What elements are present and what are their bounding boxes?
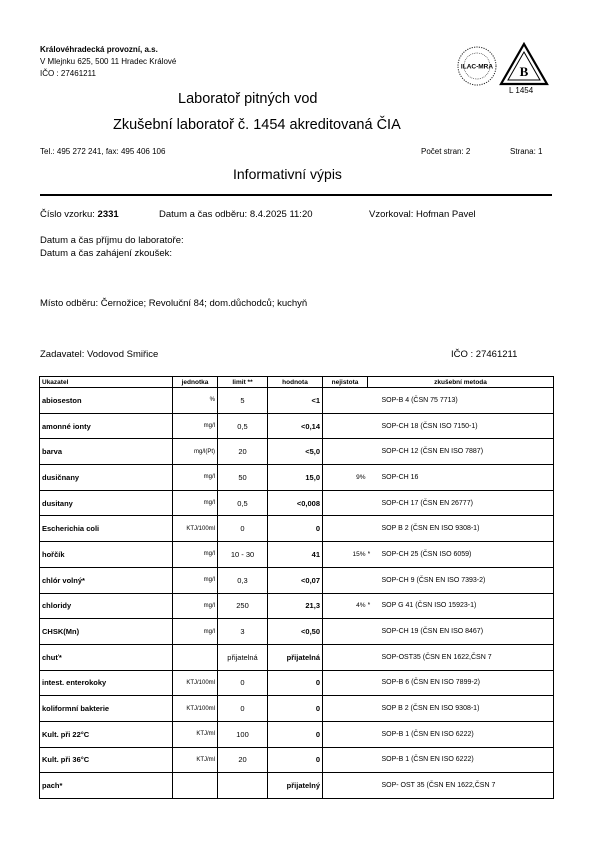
row-param: Kult. při 22°C xyxy=(40,721,173,747)
row-uncertainty xyxy=(323,721,368,747)
sampling-place: Místo odběru: Černožice; Revoluční 84; dom.důchodců; kuchyň xyxy=(40,298,308,309)
row-method: SOP-CH 12 (ČSN EN ISO 7887) xyxy=(380,439,554,465)
table-row xyxy=(40,747,554,773)
row-value: 0 xyxy=(268,696,323,722)
row-limit: 0,5 xyxy=(218,413,268,439)
header-uncertainty: nejistota xyxy=(323,377,368,388)
row-value: 15,0 xyxy=(268,465,323,491)
org-name: Královéhradecká provozní, a.s. xyxy=(40,45,158,54)
row-param: intest. enterokoky xyxy=(40,670,173,696)
row-value: 0 xyxy=(268,721,323,747)
row-uncertainty: 9% xyxy=(323,465,368,491)
header-limit: limit ** xyxy=(218,377,268,388)
row-limit: 5 xyxy=(218,388,268,414)
row-method: SOP-CH 25 (ČSN ISO 6059) xyxy=(380,542,554,568)
row-uncertainty xyxy=(323,773,368,799)
row-marker xyxy=(368,721,380,747)
row-unit: KTJ/ml xyxy=(173,721,218,747)
row-marker xyxy=(368,465,380,491)
row-unit: mg/l xyxy=(173,465,218,491)
row-uncertainty xyxy=(323,516,368,542)
row-marker: * xyxy=(368,593,380,619)
row-limit: 250 xyxy=(218,593,268,619)
row-limit: 0 xyxy=(218,696,268,722)
row-param: hořčík xyxy=(40,542,173,568)
table-row xyxy=(40,388,554,414)
row-marker xyxy=(368,439,380,465)
row-param: CHSK(Mn) xyxy=(40,619,173,645)
row-limit: 3 xyxy=(218,619,268,645)
row-marker xyxy=(368,567,380,593)
row-unit: KTJ/ml xyxy=(173,747,218,773)
table-row xyxy=(40,542,554,568)
cia-accreditation-logo xyxy=(499,42,549,86)
row-unit: KTJ/100ml xyxy=(173,696,218,722)
row-method: SOP-B 1 (ČSN EN ISO 6222) xyxy=(380,721,554,747)
row-param: barva xyxy=(40,439,173,465)
row-marker xyxy=(368,619,380,645)
row-limit: 50 xyxy=(218,465,268,491)
row-param: pach* xyxy=(40,773,173,799)
row-marker xyxy=(368,644,380,670)
results-table xyxy=(39,376,554,799)
row-value: <5,0 xyxy=(268,439,323,465)
row-value: 21,3 xyxy=(268,593,323,619)
table-row xyxy=(40,670,554,696)
phone-fax: Tel.: 495 272 241, fax: 495 406 106 xyxy=(40,147,166,156)
row-marker xyxy=(368,747,380,773)
row-uncertainty xyxy=(323,388,368,414)
row-method: SOP-B 4 (ČSN 75 7713) xyxy=(380,388,554,414)
row-unit: mg/l xyxy=(173,567,218,593)
divider xyxy=(40,194,552,196)
row-uncertainty: 15% xyxy=(323,542,368,568)
table-row xyxy=(40,619,554,645)
table-row xyxy=(40,721,554,747)
row-uncertainty xyxy=(323,619,368,645)
row-param: dusitany xyxy=(40,490,173,516)
row-unit: mg/l xyxy=(173,542,218,568)
row-marker: * xyxy=(368,542,380,568)
header-value: hodnota xyxy=(268,377,323,388)
row-uncertainty xyxy=(323,747,368,773)
row-method: SOP-CH 9 (ČSN EN ISO 7393-2) xyxy=(380,567,554,593)
row-unit xyxy=(173,644,218,670)
row-param: chlór volný* xyxy=(40,567,173,593)
row-unit: % xyxy=(173,388,218,414)
table-header-row xyxy=(40,377,554,388)
row-limit: 0 xyxy=(218,670,268,696)
row-value: 0 xyxy=(268,516,323,542)
row-unit: mg/l xyxy=(173,490,218,516)
sampled-by: Vzorkoval: Hofman Pavel xyxy=(369,209,476,220)
row-unit: mg/l xyxy=(173,413,218,439)
row-method: SOP G 41 (ČSN ISO 15923-1) xyxy=(380,593,554,619)
row-unit: KTJ/100ml xyxy=(173,516,218,542)
client-ico: IČO : 27461211 xyxy=(451,349,518,360)
row-param: chuť* xyxy=(40,644,173,670)
row-unit: mg/l xyxy=(173,619,218,645)
row-value: <0,14 xyxy=(268,413,323,439)
org-address: V Mlejnku 625, 500 11 Hradec Králové xyxy=(40,57,177,66)
row-marker xyxy=(368,388,380,414)
row-unit: mg/l xyxy=(173,593,218,619)
row-param: Escherichia coli xyxy=(40,516,173,542)
row-value: <0,50 xyxy=(268,619,323,645)
ilac-mra-logo xyxy=(456,45,498,87)
row-param: Kult. při 36°C xyxy=(40,747,173,773)
header-param: Ukazatel xyxy=(40,377,173,388)
row-marker xyxy=(368,670,380,696)
row-param: koliformní bakterie xyxy=(40,696,173,722)
row-uncertainty xyxy=(323,439,368,465)
row-uncertainty xyxy=(323,567,368,593)
row-value: 0 xyxy=(268,670,323,696)
row-uncertainty xyxy=(323,490,368,516)
table-row xyxy=(40,516,554,542)
row-unit: mg/l(Pt) xyxy=(173,439,218,465)
header-unit: jednotka xyxy=(173,377,218,388)
row-method: SOP B 2 (ČSN EN ISO 9308-1) xyxy=(380,696,554,722)
row-value: 0 xyxy=(268,747,323,773)
row-param: dusičnany xyxy=(40,465,173,491)
row-limit: 20 xyxy=(218,439,268,465)
lab-subtitle: Zkušební laboratoř č. 1454 akreditovaná ČIA xyxy=(113,117,401,133)
row-param: abioseston xyxy=(40,388,173,414)
row-value: <0,008 xyxy=(268,490,323,516)
org-ico: IČO : 27461211 xyxy=(40,69,96,78)
row-uncertainty xyxy=(323,696,368,722)
row-uncertainty: 4% xyxy=(323,593,368,619)
row-limit: 0,3 xyxy=(218,567,268,593)
row-param: amonné ionty xyxy=(40,413,173,439)
received-datetime: Datum a čas příjmu do laboratoře: xyxy=(40,235,184,246)
svg-text:B: B xyxy=(519,64,529,79)
sampling-datetime: Datum a čas odběru: 8.4.2025 11:20 xyxy=(159,209,313,220)
row-unit: KTJ/100ml xyxy=(173,670,218,696)
row-method: SOP-OST35 (ČSN EN 1622,ČSN 7 xyxy=(380,644,554,670)
row-value: <0,07 xyxy=(268,567,323,593)
accreditation-number: L 1454 xyxy=(509,86,534,95)
row-method: SOP-CH 19 (ČSN EN ISO 8467) xyxy=(380,619,554,645)
row-marker xyxy=(368,516,380,542)
table-row xyxy=(40,490,554,516)
row-value: přijatelná xyxy=(268,644,323,670)
document-title: Informativní výpis xyxy=(233,166,342,182)
row-marker xyxy=(368,773,380,799)
table-row xyxy=(40,413,554,439)
page-number: Strana: 1 xyxy=(510,147,543,156)
table-row xyxy=(40,696,554,722)
row-marker xyxy=(368,490,380,516)
row-method: SOP-CH 18 (ČSN ISO 7150-1) xyxy=(380,413,554,439)
row-value: <1 xyxy=(268,388,323,414)
client: Zadavatel: Vodovod Smiřice xyxy=(40,349,159,360)
page-count: Počet stran: 2 xyxy=(421,147,471,156)
row-limit: 20 xyxy=(218,747,268,773)
row-method: SOP-B 6 (ČSN EN ISO 7899-2) xyxy=(380,670,554,696)
row-uncertainty xyxy=(323,644,368,670)
row-uncertainty xyxy=(323,670,368,696)
row-limit: přijatelná xyxy=(218,644,268,670)
table-row xyxy=(40,773,554,799)
table-row xyxy=(40,567,554,593)
header-method: zkušební metoda xyxy=(368,377,554,388)
row-param: chloridy xyxy=(40,593,173,619)
row-marker xyxy=(368,413,380,439)
row-limit: 0,5 xyxy=(218,490,268,516)
lab-title: Laboratoř pitných vod xyxy=(178,91,318,107)
row-method: SOP-B 1 (ČSN EN ISO 6222) xyxy=(380,747,554,773)
row-uncertainty xyxy=(323,413,368,439)
table-row xyxy=(40,465,554,491)
row-unit xyxy=(173,773,218,799)
row-value: přijatelný xyxy=(268,773,323,799)
table-row xyxy=(40,593,554,619)
row-marker xyxy=(368,696,380,722)
row-limit xyxy=(218,773,268,799)
row-method: SOP- OST 35 (ČSN EN 1622,ČSN 7 xyxy=(380,773,554,799)
row-method: SOP B 2 (ČSN EN ISO 9308-1) xyxy=(380,516,554,542)
row-method: SOP-CH 16 xyxy=(380,465,554,491)
row-limit: 0 xyxy=(218,516,268,542)
row-value: 41 xyxy=(268,542,323,568)
svg-text:ILAC-MRA: ILAC-MRA xyxy=(460,63,494,71)
table-row xyxy=(40,439,554,465)
row-limit: 100 xyxy=(218,721,268,747)
table-row xyxy=(40,644,554,670)
row-limit: 10 - 30 xyxy=(218,542,268,568)
sample-number: Číslo vzorku: 2331 xyxy=(40,209,119,220)
tests-started-datetime: Datum a čas zahájení zkoušek: xyxy=(40,248,173,259)
row-method: SOP-CH 17 (ČSN EN 26777) xyxy=(380,490,554,516)
